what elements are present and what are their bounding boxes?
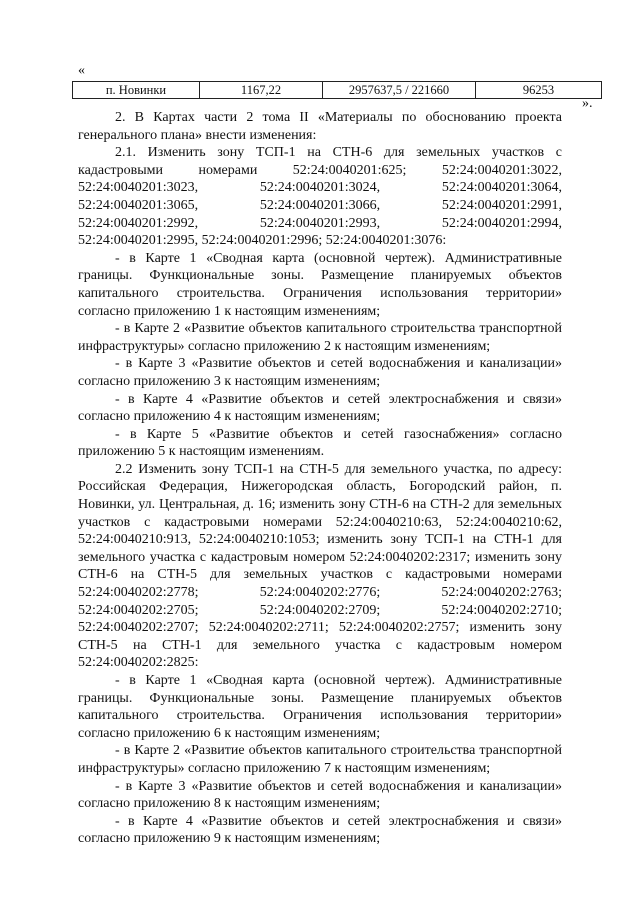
text-line: 52:24:0040201:3065, 52:24:0040201:3066, 52:24:0040201:2991, xyxy=(78,197,562,213)
table-cell: 1167,22 xyxy=(200,82,323,99)
text-line: Российская Федерация, Нижегородская область, Богородский район, п. xyxy=(78,479,562,495)
text-line: - в Карте 1 «Сводная карта (основной чертеж). Административные xyxy=(115,250,562,266)
table-cell: п. Новинки xyxy=(73,82,200,99)
text-line: - в Карте 1 «Сводная карта (основной чертеж). Административные xyxy=(115,673,562,688)
text-line: 52:24:0040201:2992, 52:24:0040201:2993, 52:24:0040201:2994, xyxy=(78,215,562,231)
text-line: - в Карте 2 «Развитие объектов капитального строительства транспортной xyxy=(115,743,562,759)
text-line: 2.2 Изменить зону ТСП-1 на СТН-5 для земельного участка, по адресу: xyxy=(115,461,562,477)
text-line: кадастровыми номерами 52:24:0040201:625; 52:24:0040201:3022, xyxy=(78,162,562,178)
text-line: согласно приложению 8 к настоящим изменениям; xyxy=(78,796,381,812)
table-cell: 96253 xyxy=(476,82,602,99)
table-row xyxy=(73,82,602,99)
text-line: 52:24:0040201:3023, 52:24:0040201:3024, 52:24:0040201:3064, xyxy=(78,180,562,196)
closing-quote: ». xyxy=(582,96,593,111)
text-line: инфраструктуры» согласно приложению 2 к настоящим изменениям; xyxy=(78,338,491,354)
text-line: - в Карте 2 «Развитие объектов капитального строительства транспортной xyxy=(115,321,562,337)
text-line: согласно приложению 1 к настоящим изменениям; xyxy=(78,303,381,319)
text-line: - в Карте 3 «Развитие объектов и сетей водоснабжения и канализации» xyxy=(115,356,562,372)
text-line: - в Карте 5 «Развитие объектов и сетей газоснабжения» согласно xyxy=(115,426,562,442)
text-line: 52:24:0040202:2778; 52:24:0040202:2776; 52:24:0040202:2763; xyxy=(78,585,562,601)
text-line: капитального строительства. Ограничения использования территории» xyxy=(78,285,562,301)
text-line: - в Карте 4 «Развитие объектов и сетей электроснабжения и связи» xyxy=(115,391,562,407)
text-line: согласно приложению 9 к настоящим изменениям; xyxy=(78,831,381,847)
text-line: участков с кадастровыми номерами 52:24:0040210:63, 52:24:0040210:62, xyxy=(78,514,562,530)
text-line: 52:24:0040202:2705; 52:24:0040202:2709; 52:24:0040202:2710; xyxy=(78,602,562,618)
text-line: 52:24:0040210:913, 52:24:0040210:1053; изменить зону ТСП-1 на СТН-1 для xyxy=(78,532,562,548)
text-line: согласно приложению 6 к настоящим изменениям; xyxy=(78,725,381,741)
text-line: капитального строительства. Ограничения использования территории» xyxy=(78,708,562,724)
document-body xyxy=(78,109,562,848)
text-line: Новинки, ул. Центральная, д. 16; изменить зону СТН-6 на СТН-2 для земельных xyxy=(78,497,562,513)
text-line: - в Карте 4 «Развитие объектов и сетей электроснабжения и связи» xyxy=(115,813,562,829)
text-line: - в Карте 3 «Развитие объектов и сетей водоснабжения и канализации» xyxy=(115,778,562,794)
text-line: согласно приложению 4 к настоящим изменениям; xyxy=(78,409,381,425)
text-line: 2.1. Изменить зону ТСП-1 на СТН-6 для земельных участков с xyxy=(115,145,562,161)
text-line: СТН-5 на СТН-1 для земельного участка с кадастровым номером xyxy=(78,637,562,653)
text-line: генерального плана» внести изменения: xyxy=(78,127,317,143)
settlement-table xyxy=(72,81,602,99)
text-line: согласно приложению 3 к настоящим изменениям; xyxy=(78,373,381,389)
text-line: 52:24:0040202:2825: xyxy=(78,655,199,671)
text-line: инфраструктуры» согласно приложению 7 к настоящим изменениям; xyxy=(78,760,491,776)
table-cell: 2957637,5 / 221660 xyxy=(323,82,476,99)
text-line: 52:24:0040201:2995, 52:24:0040201:2996; 52:24:0040201:3076: xyxy=(78,233,447,249)
text-line: границы. Функциональные зоны. Размещение планируемых объектов xyxy=(78,690,562,706)
text-line: приложению 5 к настоящим изменениям. xyxy=(78,444,325,460)
text-line: 52:24:0040202:2707; 52:24:0040202:2711; 52:24:0040202:2757; изменить зону xyxy=(78,620,562,636)
text-line: 2. В Картах части 2 тома II «Материалы по обоснованию проекта xyxy=(115,110,562,125)
text-line: земельного участка с кадастровым номером 52:24:0040202:2317; изменить зону xyxy=(78,549,562,565)
opening-quote: « xyxy=(78,63,85,78)
text-line: границы. Функциональные зоны. Размещение планируемых объектов xyxy=(78,268,562,284)
text-line: СТН-6 на СТН-5 для земельных участков с кадастровыми номерами xyxy=(78,567,562,583)
